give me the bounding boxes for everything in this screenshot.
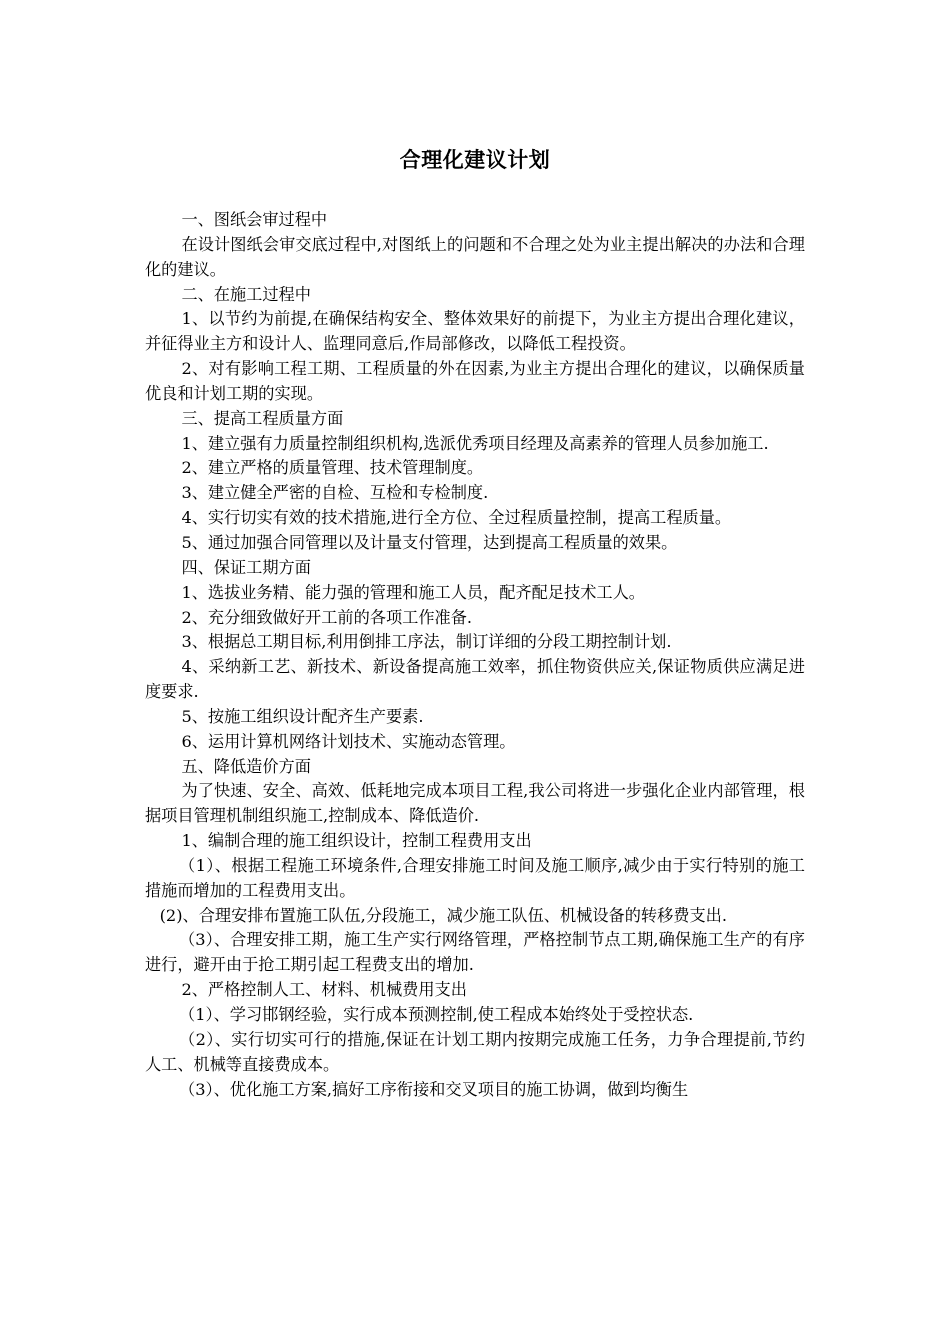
paragraph: (2)、合理安排布置施工队伍,分段施工，减少施工队伍、机械设备的转移费支出. (159, 905, 727, 925)
paragraph: （1）、学习邯钢经验，实行成本预测控制,使工程成本始终处于受控状态. (179, 1005, 694, 1024)
paragraph: 在设计图纸会审交底过程中,对图纸上的问题和不合理之处为业主提出解决的办法和合理化的建议。 (145, 234, 805, 279)
paragraph: （1）、根据工程施工环境条件,合理安排施工时间及施工顺序,减少由于实行特别的施工措施而增加的工程费用支出。 (145, 855, 805, 900)
paragraph: 2、建立严格的质量管理、技术管理制度。 (181, 458, 484, 478)
section-heading: 一、图纸会审过程中 (181, 210, 328, 229)
paragraph: 5、通过加强合同管理以及计量支付管理，达到提高工程质量的效果。 (181, 532, 678, 552)
section-heading: 二、在施工过程中 (181, 284, 311, 304)
paragraph: （2）、实行切实可行的措施,保证在计划工期内按期完成施工任务，力争合理提前,节约人工、机械等直接费成本。 (145, 1029, 805, 1074)
paragraph: 5、按施工组织设计配齐生产要素. (181, 706, 424, 726)
paragraph: 2、严格控制人工、材料、机械费用支出 (181, 980, 467, 1000)
paragraph: 3、根据总工期目标,利用倒排工序法，制订详细的分段工期控制计划. (181, 632, 672, 652)
paragraph: 1、建立强有力质量控制组织机构,选派优秀项目经理及高素养的管理人员参加施工. (181, 433, 769, 453)
paragraph: 1、选拔业务精、能力强的管理和施工人员，配齐配足技术工人。 (181, 582, 645, 602)
paragraph: 1、以节约为前提,在确保结构安全、整体效果好的前提下，为业主方提出合理化建议，并征得业主方和设计人、监理同意后,作局部修改，以降低工程投资。 (145, 309, 805, 354)
paragraph: 为了快速、安全、高效、低耗地完成本项目工程,我公司将进一步强化企业内部管理，根据项目管理机制组织施工,控制成本、降低造价. (145, 781, 805, 826)
section-heading: 三、提高工程质量方面 (181, 408, 344, 428)
paragraph: 2、对有影响工程工期、工程质量的外在因素,为业主方提出合理化的建议，以确保质量优良和计划工期的实现。 (145, 359, 805, 403)
paragraph: 1、编制合理的施工组织设计，控制工程费用支出 (181, 831, 532, 851)
paragraph: 3、建立健全严密的自检、互检和专检制度. (181, 483, 489, 503)
section-heading: 五、降低造价方面 (181, 756, 311, 776)
document-title: 合理化建议计划 (399, 147, 551, 172)
paragraph: （3）、优化施工方案,搞好工序衔接和交叉项目的施工协调，做到均衡生 (179, 1079, 689, 1099)
paragraph: 4、采纳新工艺、新技术、新设备提高施工效率，抓住物资供应关,保证物质供应满足进度要求. (145, 657, 805, 702)
document-body (145, 208, 805, 1102)
paragraph: （3）、合理安排工期，施工生产实行网络管理，严格控制节点工期,确保施工生产的有序进行，避开由于抢工期引起工程费支出的增加. (145, 930, 805, 975)
paragraph: 4、实行切实有效的技术措施,进行全方位、全过程质量控制，提高工程质量。 (181, 508, 732, 528)
section-heading: 四、保证工期方面 (181, 557, 311, 577)
paragraph: 2、充分细致做好开工前的各项工作准备. (181, 607, 473, 627)
paragraph: 6、运用计算机网络计划技术、实施动态管理。 (181, 731, 516, 751)
